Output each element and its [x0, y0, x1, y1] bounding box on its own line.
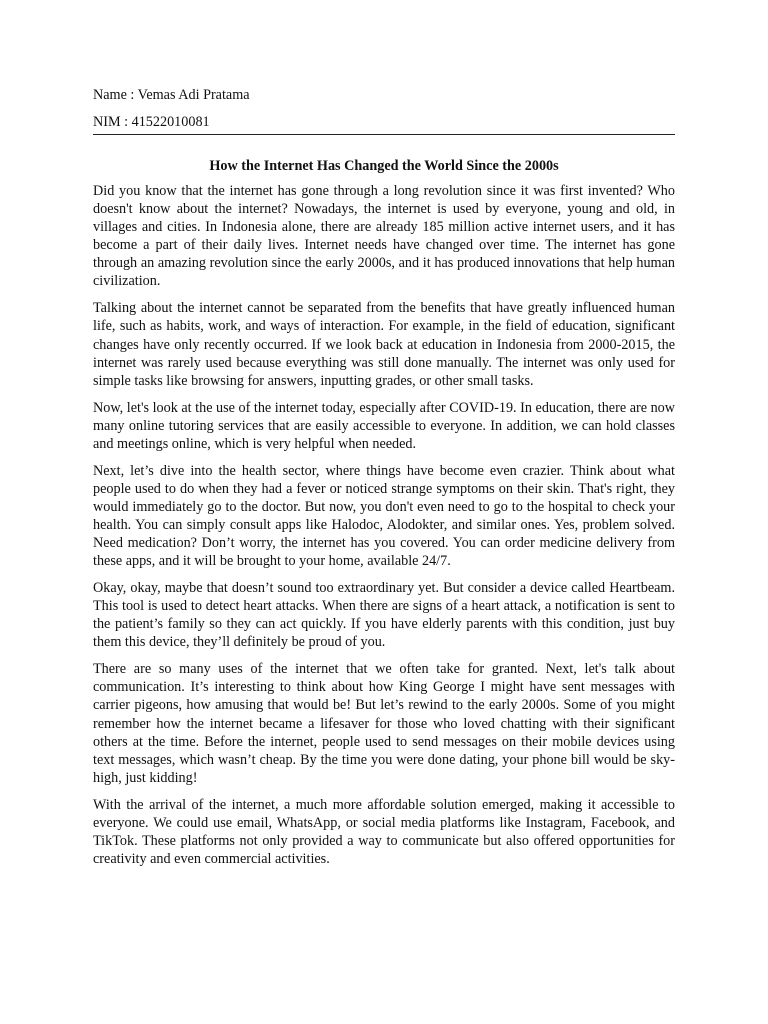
paragraph-heartbeam: Okay, okay, maybe that doesn’t sound too extraordinary yet. But consider a device called Heartbeam. This tool is used to detect heart attacks. When there are signs of a heart attack, a notification is sent to the patient’s family so they can act quickly. If you have elderly parents with this condition, just buy them this device, they’ll definitely be proud of you.	[93, 580, 675, 651]
paragraph-education-now: Now, let's look at the use of the internet today, especially after COVID-19. In education, there are now many online tutoring services that are easily accessible to everyone. In addition, we can hold classes and meetings online, which is very helpful when needed.	[93, 399, 675, 452]
document-title: How the Internet Has Changed the World Since the 2000s	[209, 158, 559, 174]
paragraph-intro: Did you know that the internet has gone through a long revolution since it was first invented? Who doesn't know about the internet? Nowadays, the internet is used by everyone, young and old, in villages and cities. In Indonesia alone, there are already 185 million active internet users, and it has become a part of their daily lives. Internet needs have changed over time. The internet has gone through an amazing revolution since the early 2000s, and it has produced innovations that help human civilization.	[93, 183, 675, 290]
student-id: NIM : 41522010081	[93, 113, 675, 135]
paragraph-education-past: Talking about the internet cannot be separated from the benefits that have greatly influenced human life, such as habits, work, and ways of interaction. For example, in the field of education, significant changes have only recently occurred. If we look back at education in Indonesia from 2000-2015, the internet was rarely used because everything was still done manually. The internet was only used for simple tasks like browsing for answers, inputting grades, or other small tasks.	[93, 300, 675, 389]
paragraph-social-media: With the arrival of the internet, a much more affordable solution emerged, making it accessible to everyone. We could use email, WhatsApp, or social media platforms like Instagram, Facebook, and TikTok. These platforms not only provided a way to communicate but also offered opportunities for creativity and even commercial activities.	[93, 796, 675, 867]
author-name: Name : Vemas Adi Pratama	[93, 87, 250, 103]
paragraph-communication: There are so many uses of the internet that we often take for granted. Next, let's talk about communication. It’s interesting to think about how King George I might have sent messages with carrier pigeons, how amusing that would be! But let’s rewind to the early 2000s. Some of you might remember how the internet became a lifesaver for those who loved chatting with their significant others at the time. Before the internet, people used to send messages on their mobile devices using text messages, which wasn’t cheap. By the time you were done dating, your phone bill would be sky-high, just kidding!	[93, 661, 675, 786]
document-page	[93, 86, 675, 877]
paragraph-health: Next, let’s dive into the health sector, where things have become even crazier. Think about what people used to do when they had a fever or noticed strange symptoms on their skin. That's right, they would immediately go to the doctor. But now, you don't even need to go to the hospital to check your health. You can simply consult apps like Halodoc, Alodokter, and similar ones. Yes, problem solved. Need medication? Don’t worry, the internet has you covered. You can order medicine delivery from these apps, and it will be brought to your home, available 24/7.	[93, 462, 675, 570]
